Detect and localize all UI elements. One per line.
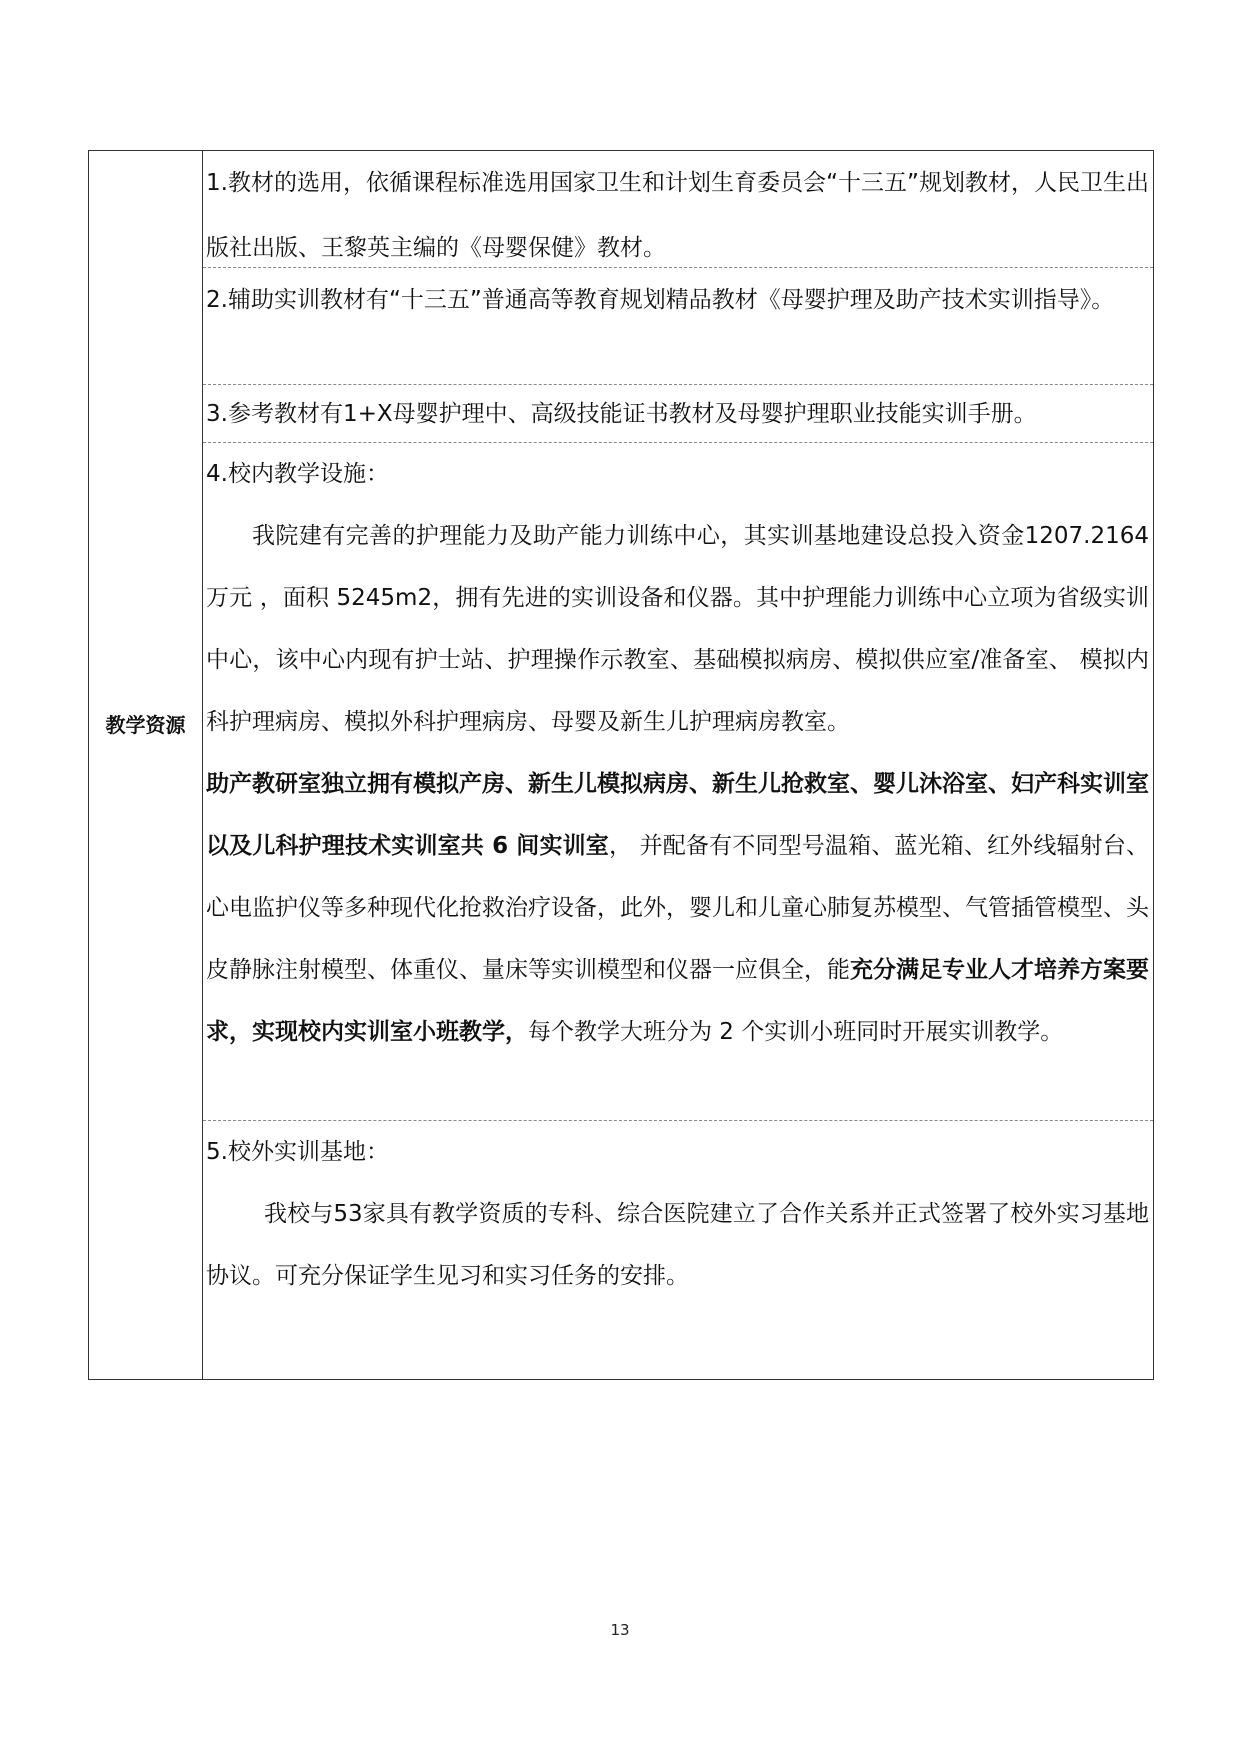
item-4-tail: 每个教学大班分为 2 个实训小班同时开展实训教学。 bbox=[528, 1019, 1064, 1045]
item-5-offcampus-base bbox=[203, 1121, 1153, 1379]
item-4-normal-1: ， 并配备有不同型号温箱、蓝光箱、红外线辐射台、心电监护仪等多种现代化抢救治疗设备，此外，婴儿和儿童心肺复苏模型、气管插管模型、头皮静脉注射模型、体重仪、量床等实训模型和仪器一应俱全，能 bbox=[206, 833, 1149, 983]
item-3-reference-textbook bbox=[203, 385, 1153, 443]
item-4-heading: 4.校内教学设施： bbox=[206, 461, 389, 487]
item-5-heading: 5.校外实训基地： bbox=[206, 1139, 389, 1165]
item-4-campus-facilities bbox=[203, 443, 1153, 1121]
item-4-paragraph-2 bbox=[206, 753, 1149, 1063]
page-number: 13 bbox=[610, 1621, 630, 1639]
content-cell bbox=[203, 151, 1153, 1379]
item-1-textbook-selection bbox=[203, 151, 1153, 268]
item-1-text: 1.教材的选用，依循课程标准选用国家卫生和计划生育委员会“十三五”规划教材，人民卫生出版社出版、王黎英主编的《母婴保健》教材。 bbox=[206, 170, 1149, 261]
item-4-paragraph-1: 我院建有完善的护理能力及助产能力训练中心，其实训基地建设总投入资金1207.2164 万元 ，面积 5245m2，拥有先进的实训设备和仪器。其中护理能力训练中心立项为省级实训中心，该中心内现有护士站、护理操作示教室、基础模拟病房、模拟供应室/准备室、 模拟内科护理病房、模拟外科护理病房、母婴及新生儿护理病房教室。 bbox=[206, 523, 1149, 735]
item-3-text: 3.参考教材有1+X母婴护理中、高级技能证书教材及母婴护理职业技能实训手册。 bbox=[206, 401, 1037, 427]
label-cell bbox=[89, 151, 203, 1379]
item-2-text: 2.辅助实训教材有“十三五”普通高等教育规划精品教材《母婴护理及助产技术实训指导》。 bbox=[206, 287, 1115, 313]
row-label: 教学资源 bbox=[105, 712, 186, 737]
item-4-bold-1: 助产教研室独立拥有模拟产房、新生儿模拟病房、新生儿抢救室、婴儿沐浴室、妇产科实训室以及儿科护理技术实训室共 6 间实训室 bbox=[206, 771, 1149, 859]
item-2-auxiliary-textbook bbox=[203, 268, 1153, 385]
item-4-bold-2: 充分满足专业人才培养方案要求，实现校内实训室小班教学， bbox=[206, 957, 1149, 1045]
item-5-paragraph: 我校与53家具有教学资质的专科、综合医院建立了合作关系并正式签署了校外实习基地协议。可充分保证学生见习和实习任务的安排。 bbox=[206, 1201, 1149, 1289]
teaching-resources-table bbox=[88, 150, 1154, 1380]
